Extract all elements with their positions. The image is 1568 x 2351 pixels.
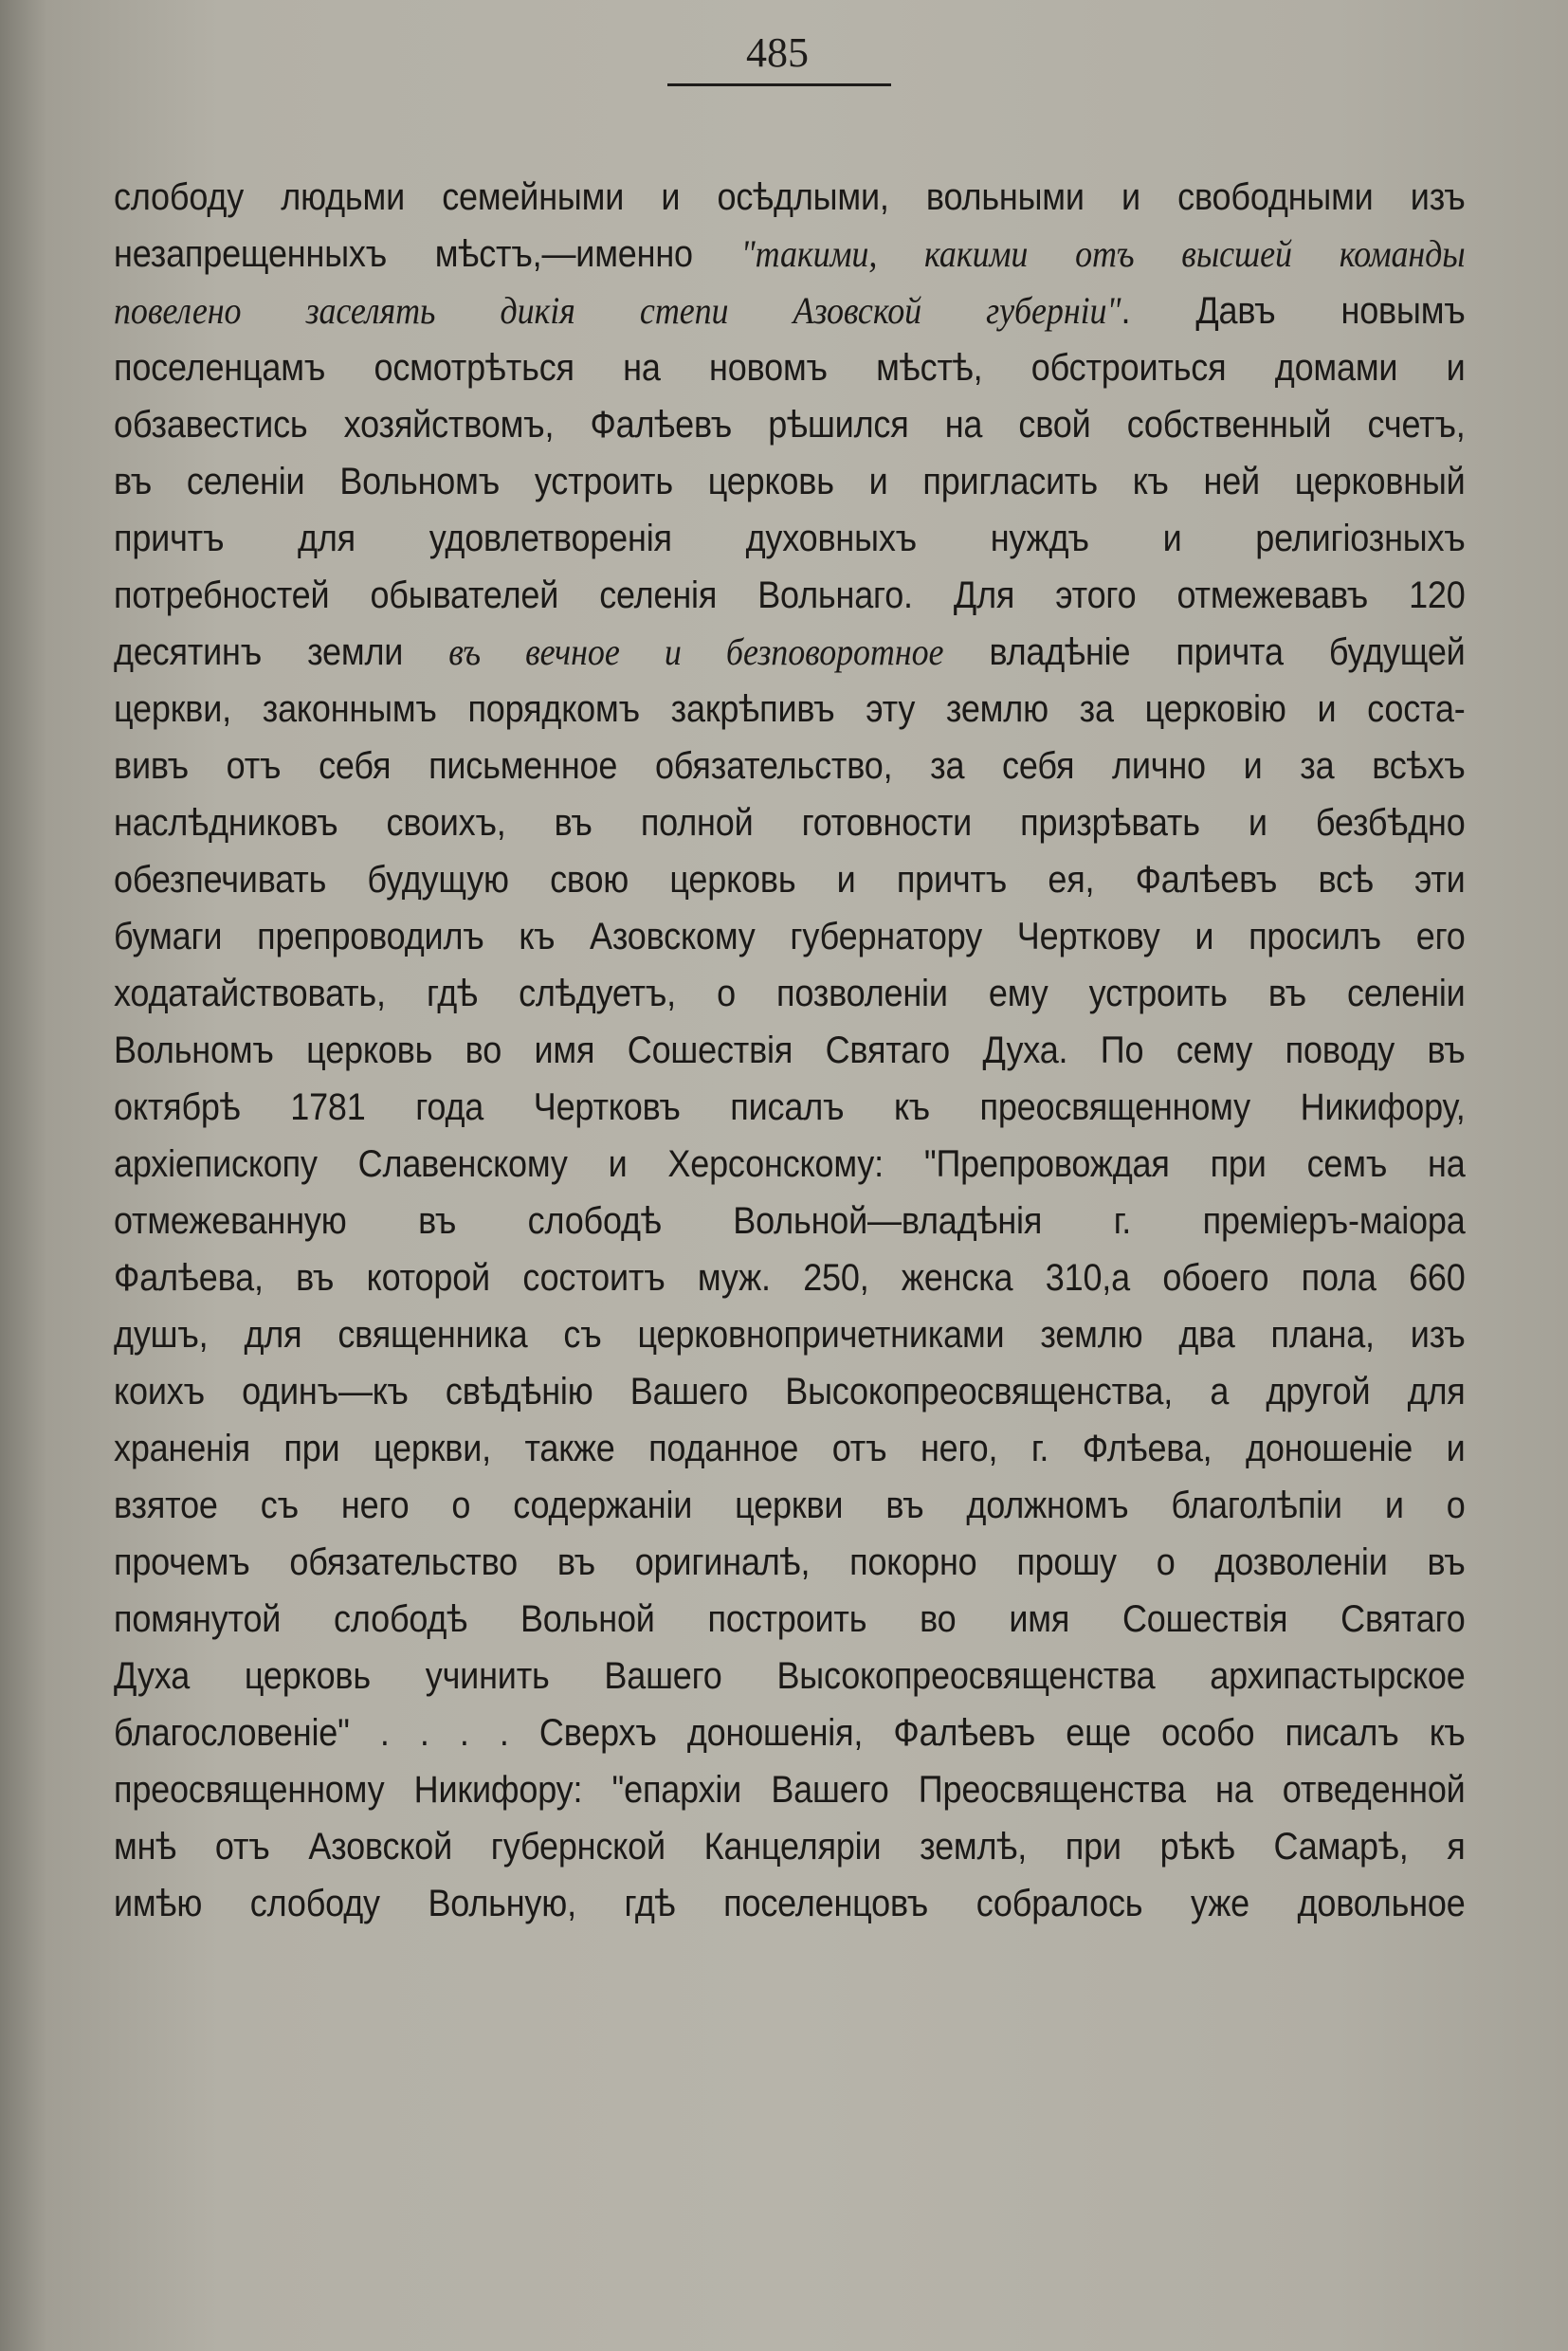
text-line: потребностей обывателей селенія Вольнаго. Для этого отмежевавъ 120 xyxy=(114,574,1466,616)
text-line: наслѣдниковъ своихъ, въ полной готовности призрѣвать и безбѣдно xyxy=(114,802,1466,844)
text-line: Вольномъ церковь во имя Сошествія Святаго Духа. По сему поводу въ xyxy=(114,1030,1466,1071)
text-line: благословеніе" . . . . Сверхъ доношенія, Фалѣевъ еще особо писалъ къ xyxy=(114,1712,1466,1754)
text-line: отмежеванную въ слободѣ Вольной—владѣнія г. преміеръ-маіора xyxy=(114,1200,1466,1242)
text-line: мнѣ отъ Азовской губернской Канцеляріи землѣ, при рѣкѣ Самарѣ, я xyxy=(114,1826,1466,1868)
text-line: бумаги препроводилъ къ Азовскому губернатору Черткову и просилъ его xyxy=(114,916,1466,957)
italic-quote: "такими, какими отъ высшей команды xyxy=(740,232,1466,275)
text-line: вивъ отъ себя письменное обязательство, за себя лично и за всѣхъ xyxy=(114,745,1466,787)
text-line: церкви, законнымъ порядкомъ закрѣпивъ эту землю за церковію и соста- xyxy=(114,688,1466,730)
text-line: душъ, для священника съ церковнопричетниками землю два плана, изъ xyxy=(114,1314,1466,1356)
text-line: преосвященному Никифору: "епархіи Вашего Преосвященства на отведенной xyxy=(114,1769,1466,1811)
italic-quote: повелено заселять дикія степи Азовской губерніи" xyxy=(114,289,1121,332)
text-line: Духа церковь учинить Вашего Высокопреосвященства архипастырское xyxy=(114,1655,1466,1697)
text-line: Фалѣева, въ которой состоитъ муж. 250, женска 310,а обоего пола 660 xyxy=(114,1257,1466,1299)
text-line: прочемъ обязательство въ оригиналѣ, покорно прошу о дозволеніи въ xyxy=(114,1541,1466,1583)
text-line: имѣю слободу Вольную, гдѣ поселенцовъ собралось уже довольное xyxy=(114,1883,1466,1924)
text-line: помянутой слободѣ Вольной построить во имя Сошествія Святаго xyxy=(114,1598,1466,1640)
italic-phrase: въ вечное и безповоротное xyxy=(448,630,944,673)
text-line: десятинъ земли въ вечное и безповоротное владѣніе причта будущей xyxy=(114,630,1466,673)
text-line: коихъ одинъ—къ свѣдѣнію Вашего Высокопреосвященства, а другой для xyxy=(114,1371,1466,1412)
header-rule xyxy=(667,83,891,86)
text-line: архіепископу Славенскому и Херсонскому: "Препровождая при семъ на xyxy=(114,1143,1466,1185)
body-text xyxy=(114,169,1466,1932)
text-line: храненія при церкви, также поданное отъ него, г. Флѣева, доношеніе и xyxy=(114,1428,1466,1469)
text-line: ходатайствовать, гдѣ слѣдуетъ, о позволеніи ему устроить въ селеніи xyxy=(114,973,1466,1014)
text-line: взятое съ него о содержаніи церкви въ должномъ благолѣпіи и о xyxy=(114,1485,1466,1526)
text-line: причтъ для удовлетворенія духовныхъ нуждъ и религіозныхъ xyxy=(114,518,1466,559)
text-line: повелено заселять дикія степи Азовской губерніи". Давъ новымъ xyxy=(114,289,1466,332)
text-line: слободу людьми семейными и осѣдлыми, вольными и свободными изъ xyxy=(114,176,1466,218)
text-line: обезпечивать будущую свою церковь и причтъ ея, Фалѣевъ всѣ эти xyxy=(114,859,1466,901)
text-line: поселенцамъ осмотрѣться на новомъ мѣстѣ, обстроиться домами и xyxy=(114,347,1466,389)
page-number: 485 xyxy=(746,29,809,76)
text-line: незапрещенныхъ мѣстъ,—именно "такими, какими отъ высшей команды xyxy=(114,232,1466,275)
text-line: обзавестись хозяйствомъ, Фалѣевъ рѣшился на свой собственный счетъ, xyxy=(114,404,1466,446)
text-line: октябрѣ 1781 года Чертковъ писалъ къ преосвященному Никифору, xyxy=(114,1086,1466,1128)
text-line: въ селеніи Вольномъ устроить церковь и пригласить къ ней церковный xyxy=(114,461,1466,502)
